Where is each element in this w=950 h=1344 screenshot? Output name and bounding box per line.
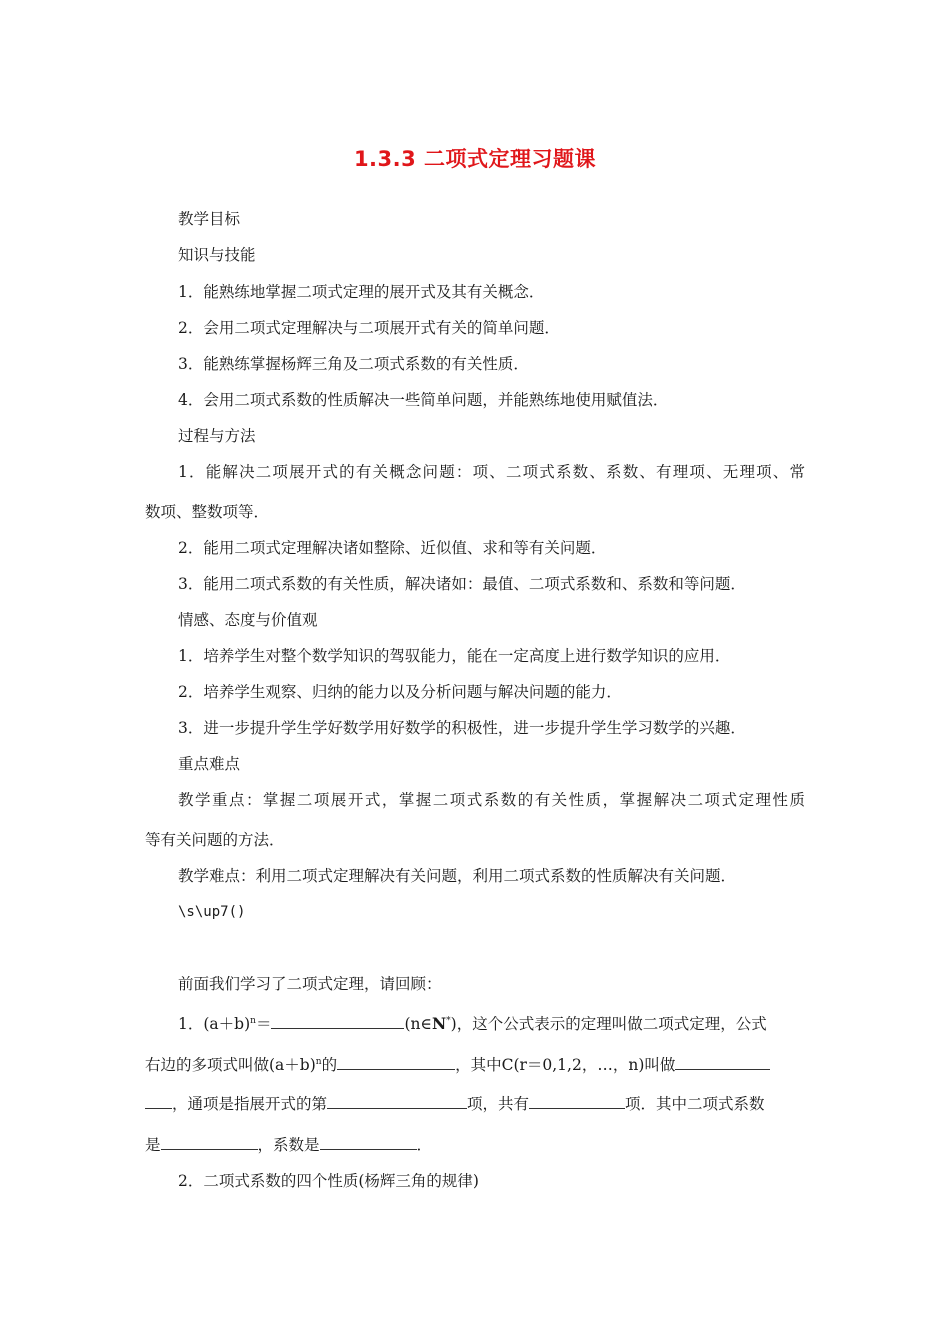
page-title: 1.3.3 二项式定理习题课 [353,147,597,171]
question-text: ，通项是指展开式的第 [172,1095,328,1113]
exponent: n [315,1057,322,1067]
condition-text: (n∈ [404,1015,432,1034]
field-code-text: \s\up7() [178,904,246,920]
list-item: 2．能用二项式定理解决诸如整除、近似值、求和等有关问题． [178,539,607,557]
natural-numbers-symbol: N [431,1014,447,1034]
answer-blank[interactable] [271,1013,404,1029]
subheading-emotion: 情感、态度与价值观 [178,611,318,629]
answer-blank[interactable] [161,1134,258,1150]
question-text: ，系数是 [257,1136,320,1154]
answer-blank[interactable] [675,1054,770,1070]
review-question-1 [178,1011,767,1034]
list-item: 3．能熟练掌握杨辉三角及二项式系数的有关性质． [178,355,529,373]
answer-blank[interactable] [327,1093,467,1109]
section-heading-objectives: 教学目标 [178,210,241,228]
answer-blank[interactable] [320,1134,417,1150]
review-question-1-line3 [145,1093,765,1114]
teaching-focus: 教学重点：掌握二项展开式，掌握二项式系数的有关性质，掌握解决二项式定理性质 [178,791,805,809]
list-item: 2．培养学生观察、归纳的能力以及分析问题与解决问题的能力． [178,683,622,701]
question-text: 的 [321,1056,338,1075]
list-item-continuation: 数项、整数项等． [145,503,270,521]
list-item: 3．能用二项式系数的有关性质，解决诸如：最值、二项式系数和、系数和等问题． [178,575,746,593]
question-text: 项．其中二项式系数 [625,1095,765,1113]
answer-blank[interactable] [145,1093,172,1109]
teaching-focus-continuation: 等有关问题的方法． [145,831,285,849]
list-item: 1．能解决二项展开式的有关概念问题：项、二项式系数、系数、有理项、无理项、常 [178,463,805,481]
question-number: 1． [178,1015,204,1034]
answer-blank[interactable] [529,1093,625,1109]
review-question-1-line4 [145,1134,432,1155]
subheading-process: 过程与方法 [178,427,256,445]
section-heading-key-points: 重点难点 [178,755,241,773]
subheading-knowledge: 知识与技能 [178,246,256,264]
review-question-1-line2 [145,1052,770,1075]
question-text: ，其中C(r＝0,1,2，…，n)叫做 [455,1056,676,1075]
question-text: 项，共有 [467,1095,530,1113]
review-question-2: 2．二项式系数的四个性质(杨辉三角的规律) [178,1172,479,1190]
question-text: 右边的多项式叫做(a＋b) [145,1056,316,1075]
formula-text: (a＋b) [203,1015,251,1034]
list-item: 1．培养学生对整个数学知识的驾驭能力，能在一定高度上进行数学知识的应用． [178,647,731,665]
teaching-difficulty: 教学难点：利用二项式定理解决有关问题，利用二项式系数的性质解决有关问题． [178,867,737,885]
list-item: 3．进一步提升学生学好数学用好数学的积极性，进一步提升学生学习数学的兴趣． [178,719,746,737]
equals-sign: ＝ [255,1015,272,1034]
review-intro: 前面我们学习了二项式定理，请回顾： [178,975,442,993]
list-item: 4．会用二项式系数的性质解决一些简单问题，并能熟练地使用赋值法． [178,391,669,409]
star-superscript: * [446,1016,451,1026]
answer-blank[interactable] [337,1054,455,1070]
exponent: n [250,1016,256,1026]
question-text: 是 [145,1136,161,1154]
question-text: )，这个公式表示的定理叫做二项式定理，公式 [450,1015,767,1034]
list-item: 1．能熟练地掌握二项式定理的展开式及其有关概念． [178,283,545,301]
question-text: ． [416,1136,433,1154]
list-item: 2．会用二项式定理解决与二项展开式有关的简单问题． [178,319,560,337]
